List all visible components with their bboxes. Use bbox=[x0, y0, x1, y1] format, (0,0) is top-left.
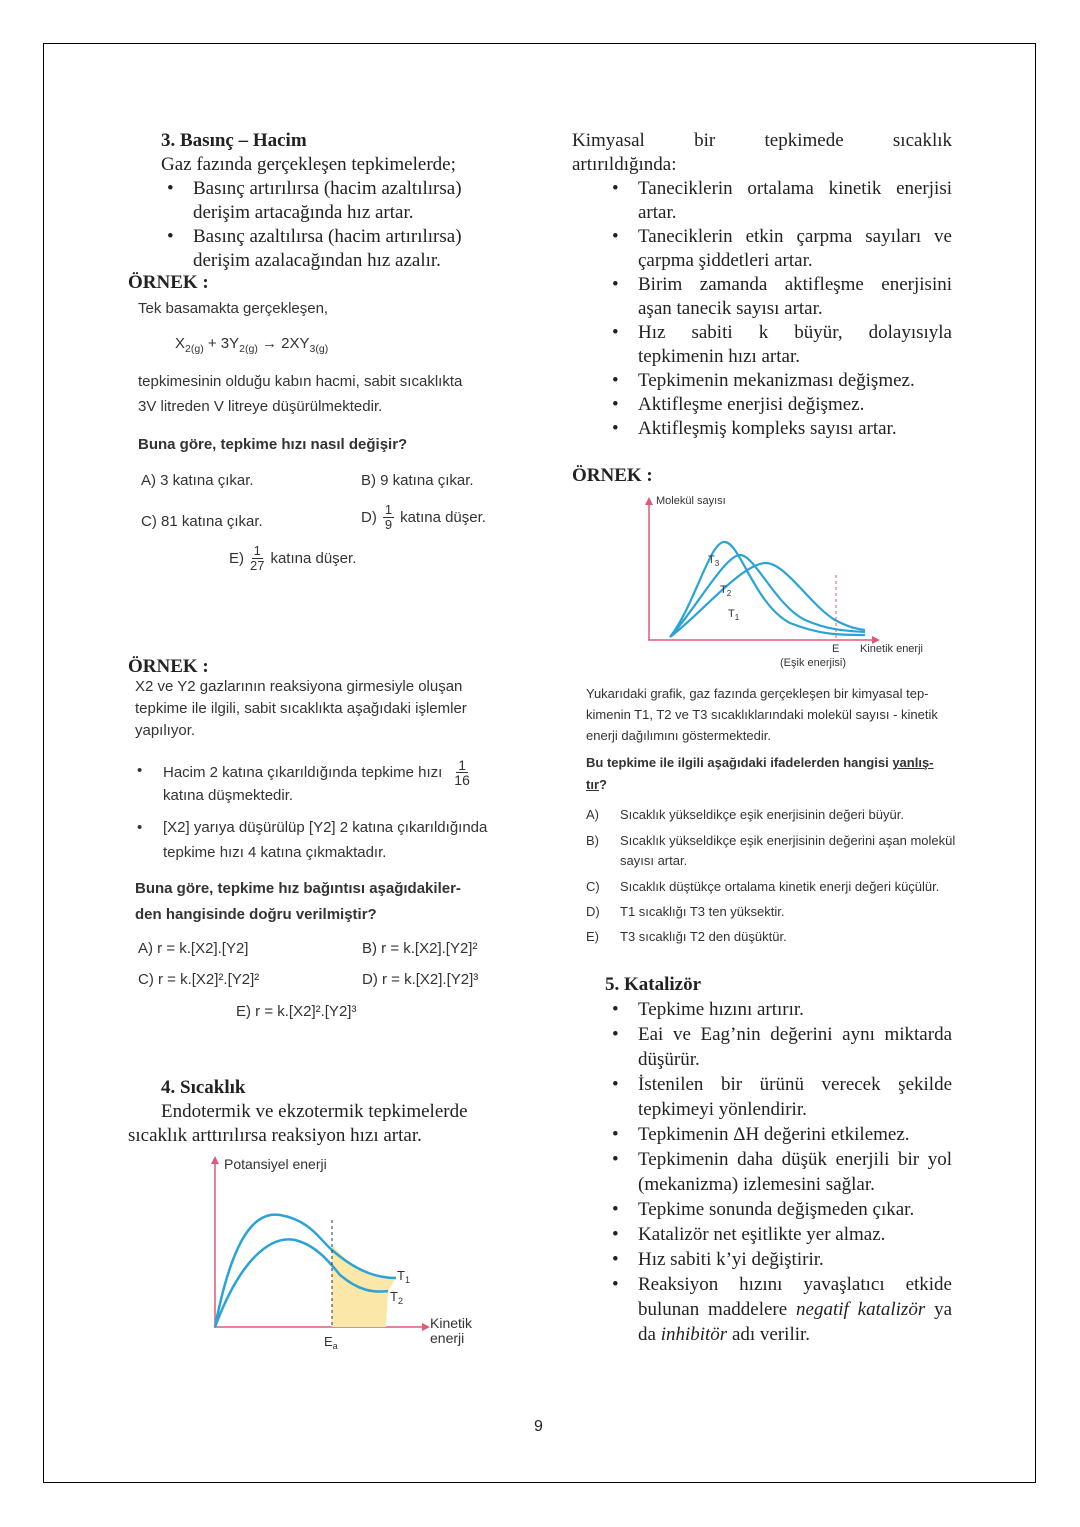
chart-xlabel-line: enerji bbox=[430, 1330, 465, 1346]
example-3-question bbox=[586, 752, 1026, 796]
option-c[interactable]: C) r = k.[X2]².[Y2]² bbox=[138, 971, 260, 988]
temperature-intro-2: artırıldığında: bbox=[572, 154, 677, 175]
bullet-dot: • bbox=[137, 762, 143, 779]
option-b[interactable]: B) r = k.[X2].[Y2]² bbox=[362, 940, 478, 957]
option-b[interactable]: B) Sıcaklık yükseldikçe eşik enerjisinin değerini aşan molekül bbox=[586, 833, 956, 848]
section-4-title: 4. Sıcaklık bbox=[161, 1077, 246, 1098]
bullet-item: • Tepkimenin mekanizması değişmez. bbox=[606, 369, 952, 393]
bullet-text: Reaksiyon hızını yavaşlatıcı etkide bulunan maddelere bbox=[638, 1274, 952, 1320]
option-d[interactable] bbox=[361, 503, 486, 532]
section-3-title: 3. Basınç – Hacim bbox=[161, 130, 307, 151]
example-3-question-mark: ? bbox=[599, 777, 607, 792]
option-c[interactable]: C) Sıcaklık düştükçe ortalama kinetik enerji değeri küçülür. bbox=[586, 879, 940, 894]
example-2-bullet-1-text: Hacim 2 katına çıkarıldığında tepkime hızı bbox=[163, 764, 443, 781]
bullet-item: • Tepkime hızını artırır. bbox=[606, 997, 952, 1022]
option-a[interactable]: A) Sıcaklık yükseldikçe eşik enerjisinin değeri büyür. bbox=[586, 807, 904, 822]
bullet-dot: • bbox=[137, 819, 143, 836]
section-5-title: 5. Katalizör bbox=[605, 974, 702, 995]
example-2-label: ÖRNEK : bbox=[128, 656, 209, 677]
chart-threshold-label: (Eşik enerjisi) bbox=[780, 657, 847, 669]
option-d-label: D) bbox=[361, 509, 377, 526]
label-t1: $T_1$ bbox=[728, 608, 740, 622]
option-b-cont: sayısı artar. bbox=[620, 853, 688, 868]
example-2-intro-line: X2 ve Y2 gazlarının reaksiyona girmesiyle oluşan bbox=[135, 678, 463, 695]
section-4-line2: sıcaklık arttırılırsa reaksiyon hızı artar. bbox=[128, 1125, 422, 1146]
label-t3: $T_3$ bbox=[708, 554, 720, 568]
example-3-desc-line: Yukarıdaki grafik, gaz fazında gerçekleşen bir kimyasal tep- bbox=[586, 686, 929, 701]
label-t1: $T_1$ bbox=[397, 1268, 410, 1285]
y-axis-arrow bbox=[645, 497, 653, 505]
option-c[interactable]: C) 81 katına çıkar. bbox=[141, 513, 263, 530]
y-axis-arrow bbox=[211, 1156, 219, 1164]
example-3-question-emph: yanlış- bbox=[892, 755, 934, 770]
example-3-question-emph: tır bbox=[586, 777, 599, 792]
example-3-description bbox=[586, 683, 1026, 746]
bullet-item: • Hız sabiti k’yi değiştirir. bbox=[606, 1247, 952, 1272]
bullet-emph: inhibitör bbox=[660, 1324, 728, 1345]
example-3-label: ÖRNEK : bbox=[572, 465, 653, 486]
bullet-text: adı verilir. bbox=[731, 1324, 811, 1345]
option-e[interactable]: E) r = k.[X2]².[Y2]³ bbox=[236, 1003, 357, 1020]
chart-e-label: E bbox=[832, 643, 840, 655]
bullet-item: • Birim zamanda aktifleşme enerjisini aşan tanecik sayısı artar. bbox=[606, 273, 952, 321]
example-2-question-line: Buna göre, tepkime hız bağıntısı aşağıdakiler- bbox=[135, 880, 461, 897]
bullet-item: • Tepkime sonunda değişmeden çıkar. bbox=[606, 1197, 952, 1222]
option-d[interactable]: D) r = k.[X2].[Y2]³ bbox=[362, 971, 479, 988]
example-1-question: Buna göre, tepkime hızı nasıl değişir? bbox=[138, 436, 408, 453]
example-3-question-text: Bu tepkime ile ilgili aşağıdaki ifadelerden hangisi bbox=[586, 755, 889, 770]
section-4 bbox=[128, 1076, 548, 1148]
chart-ylabel: Potansiyel enerji bbox=[224, 1156, 327, 1172]
example-1-line3: 3V litreden V litreye düşürülmektedir. bbox=[138, 398, 383, 415]
example-1-label: ÖRNEK : bbox=[128, 272, 209, 293]
example-1-line1: Tek basamakta gerçekleşen, bbox=[138, 300, 329, 317]
option-e-fraction: $\frac{1}{27}$ bbox=[250, 543, 265, 573]
bullet-emph: negatif katalizör bbox=[796, 1299, 926, 1320]
example-3-desc-line: kimenin T1, T2 ve T3 sıcaklıklarındaki molekül sayısı - kinetik bbox=[586, 707, 938, 722]
label-ea: $E_a$ bbox=[324, 1334, 338, 1351]
bullet-item: • Basınç azaltılırsa (hacim artırılırsa) derişim azalacağından hız azalır. bbox=[161, 225, 506, 273]
example-2-bullet-2-line2: tepkime hızı 4 katına çıkmaktadır. bbox=[163, 844, 387, 861]
example-2-intro-line: tepkime ile ilgili, sabit sıcaklıkta aşağıdaki işlemler bbox=[135, 700, 467, 717]
section-4-line1: Endotermik ve ekzotermik tepkimelerde bbox=[161, 1101, 468, 1122]
option-e-label: E) bbox=[229, 550, 244, 567]
x-axis-arrow bbox=[422, 1323, 430, 1331]
bullet-item: • Basınç artırılırsa (hacim azaltılırsa) derişim artacağında hız artar. bbox=[161, 177, 506, 225]
temperature-effects bbox=[572, 129, 952, 441]
bullet-item: • Eai ve Eag’nin değerini aynı miktarda düşürür. bbox=[606, 1022, 952, 1072]
distribution-chart bbox=[640, 495, 880, 645]
example-3-desc-line: enerji dağılımını göstermektedir. bbox=[586, 728, 771, 743]
example-3-options bbox=[586, 805, 1026, 952]
section-5-bullets bbox=[606, 997, 952, 1347]
example-1-line2: tepkimesinin olduğu kabın hacmi, sabit sıcaklıkta bbox=[138, 373, 463, 390]
example-2-question bbox=[135, 876, 461, 928]
page-number: 9 bbox=[534, 1418, 543, 1435]
bullet-item: • Katalizör net eşitlikte yer almaz. bbox=[606, 1222, 952, 1247]
example-2-bullet-1-fraction: $\frac{1}{16}$ bbox=[454, 757, 470, 788]
option-a[interactable]: A) 3 katına çıkar. bbox=[141, 472, 254, 489]
example-2-intro bbox=[135, 676, 555, 742]
option-a[interactable]: A) r = k.[X2].[Y2] bbox=[138, 940, 249, 957]
bullet-item: • Aktifleşme enerjisi değişmez. bbox=[606, 393, 952, 417]
section-3-bullets bbox=[161, 177, 506, 273]
chart-xlabel bbox=[430, 1316, 472, 1346]
option-d-fraction: $\frac{1}{9}$ bbox=[384, 502, 393, 532]
bullet-item: • Aktifleşmiş kompleks sayısı artar. bbox=[606, 417, 952, 441]
option-d-text: katına düşer. bbox=[400, 509, 486, 526]
section-5 bbox=[572, 972, 952, 1347]
chart-xlabel: Kinetik enerji bbox=[860, 643, 923, 655]
option-d[interactable]: D) T1 sıcaklığı T3 ten yüksektir. bbox=[586, 904, 785, 919]
option-e[interactable]: E) T3 sıcaklığı T2 den düşüktür. bbox=[586, 929, 787, 944]
temperature-bullets bbox=[606, 177, 952, 441]
bullet-item: • Tepkimenin daha düşük enerjili bir yol (mekanizma) izlemesini sağlar. bbox=[606, 1147, 952, 1197]
bullet-item: • İstenilen bir ürünü verecek şekilde tepkimeyi yönlendirir. bbox=[606, 1072, 952, 1122]
temperature-intro-1: Kimyasal bir tepkimede sıcaklık bbox=[572, 130, 952, 151]
example-1-reaction: $X_{2(g)} + 3Y_{2(g)} \to 2XY_{3(g)}$ bbox=[175, 335, 329, 355]
example-2-bullet-2: [X2] yarıya düşürülüp [Y2] 2 katına çıkarıldığında bbox=[163, 819, 488, 836]
bullet-item: • Taneciklerin etkin çarpma sayıları ve çarpma şiddetleri artar. bbox=[606, 225, 952, 273]
option-e[interactable] bbox=[229, 544, 356, 573]
option-b[interactable]: B) 9 katına çıkar. bbox=[361, 472, 474, 489]
example-1-body bbox=[138, 369, 558, 419]
label-t2: $T_2$ bbox=[720, 584, 732, 598]
section-3 bbox=[161, 129, 506, 273]
bullet-item: • Tepkimenin ΔH değerini etkilemez. bbox=[606, 1122, 952, 1147]
bullet-item: • Hız sabiti k büyür, dolayısıyla tepkimenin hızı artar. bbox=[606, 321, 952, 369]
example-2-question-line: den hangisinde doğru verilmiştir? bbox=[135, 906, 377, 923]
label-t2: $T_2$ bbox=[390, 1289, 403, 1306]
chart-xlabel-line: Kinetik bbox=[430, 1315, 473, 1331]
bullet-item: • Taneciklerin ortalama kinetik enerjisi artar. bbox=[606, 177, 952, 225]
bullet-item bbox=[606, 1272, 952, 1347]
example-1 bbox=[138, 296, 558, 321]
option-e-text: katına düşer. bbox=[270, 550, 357, 567]
section-3-intro: Gaz fazında gerçekleşen tepkimelerde; bbox=[161, 154, 456, 175]
bullet-text: ya da bbox=[638, 1299, 953, 1345]
chart-ylabel: Molekül sayısı bbox=[656, 495, 726, 507]
example-2-bullet-1-line2: katına düşmektedir. bbox=[163, 787, 294, 804]
example-2-intro-line: yapılıyor. bbox=[135, 722, 196, 739]
